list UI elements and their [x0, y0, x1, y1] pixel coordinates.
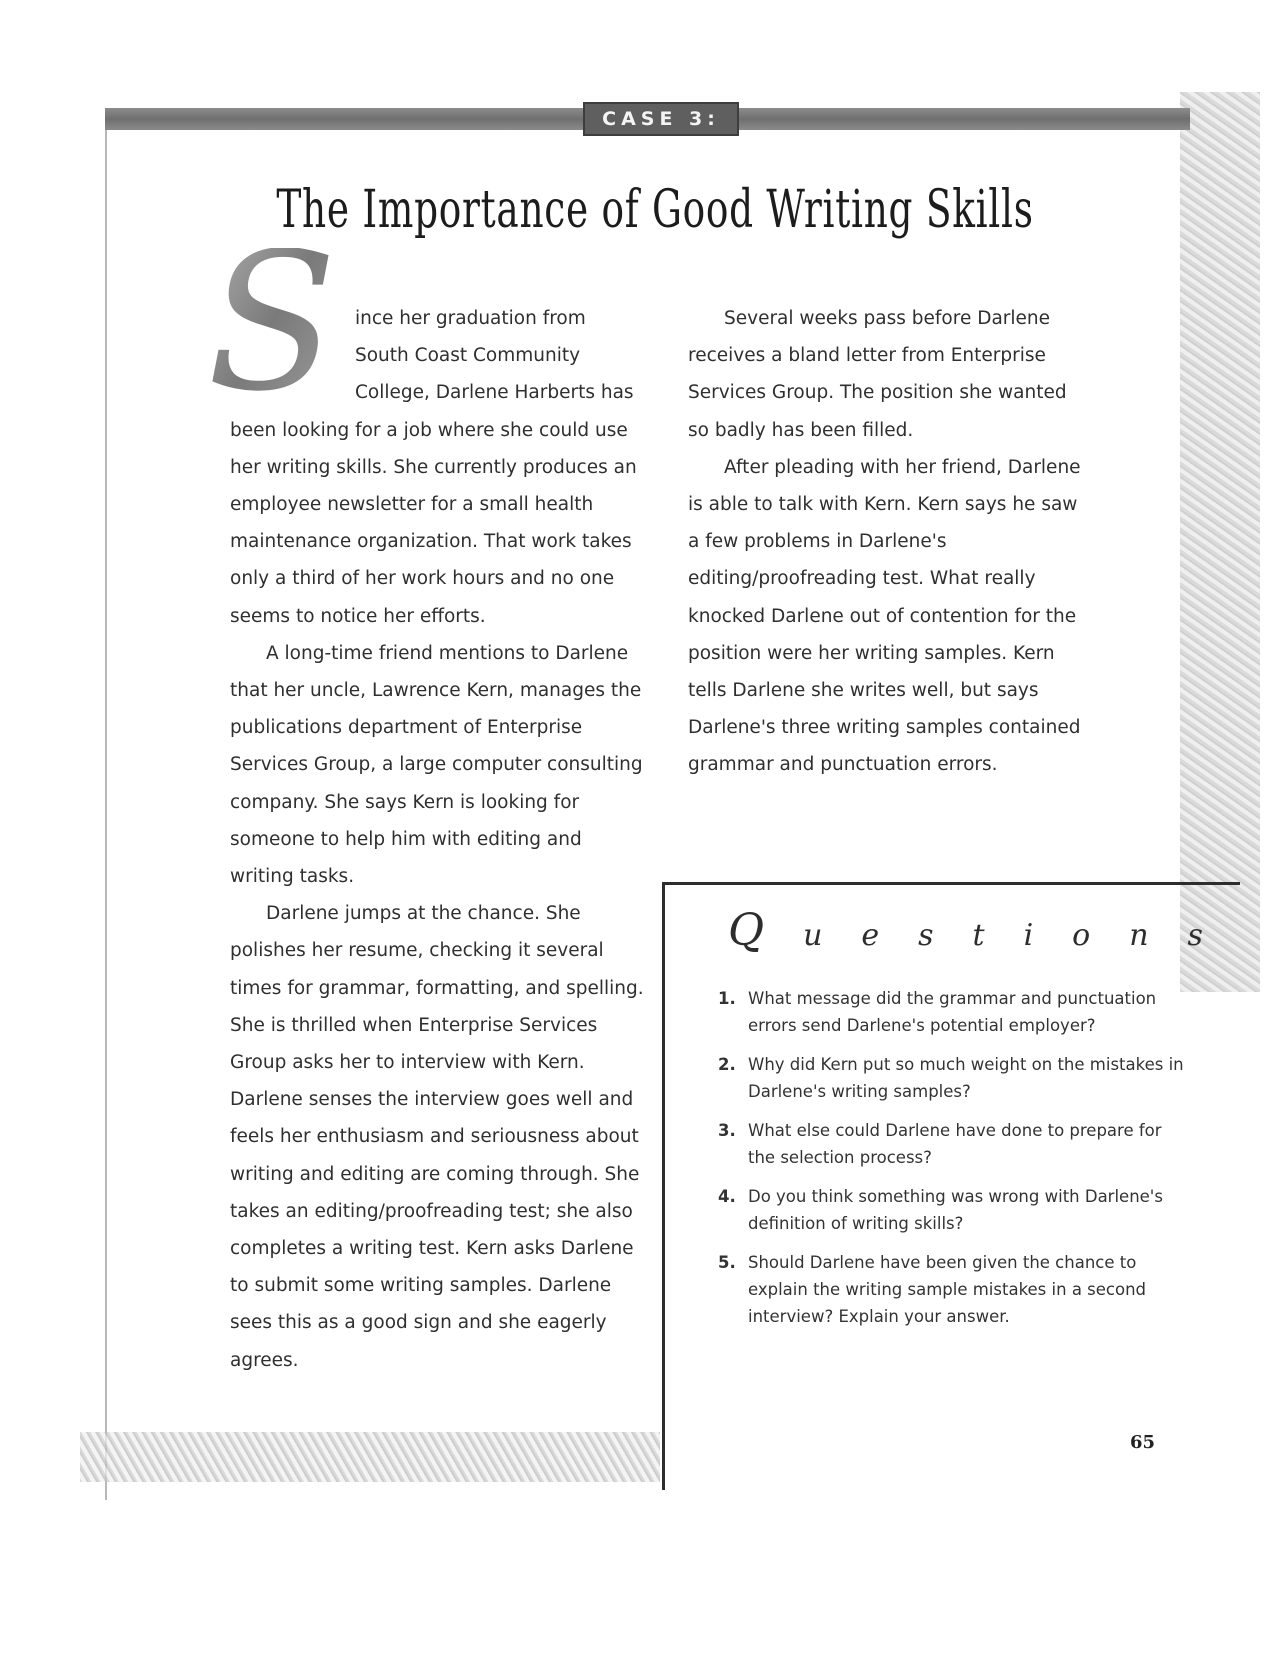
- questions-heading-letter: s: [1187, 918, 1203, 953]
- left-text-column: [230, 300, 650, 1379]
- question-text: Why did Kern put so much weight on the mistakes in Darlene's writing samples?: [748, 1055, 1184, 1101]
- question-number: 2.: [718, 1055, 736, 1074]
- paragraph-2: A long-time friend mentions to Darlene that her uncle, Lawrence Kern, manages the publications department of Enterprise Services Group, a large computer consulting company. She says Kern is looking for someone to help him with editing and writing tasks.: [230, 642, 643, 888]
- para1-line-2: South Coast Community: [355, 345, 581, 367]
- questions-list: [718, 985, 1188, 1342]
- questions-heading-letter: o: [1072, 918, 1091, 953]
- question-number: 3.: [718, 1121, 736, 1140]
- paragraph-5: After pleading with her friend, Darlene is able to talk with Kern. Kern says he saw a few problems in Darlene's editing/proofreading test. What really knocked Darlene out of contention for the position were her writing samples. Kern tells Darlene she writes well, but says Darlene's three writing samples contained grammar and punctuation errors.: [688, 456, 1081, 776]
- right-text-column: [688, 300, 1088, 784]
- question-item: [718, 985, 1188, 1039]
- questions-heading-letter: t: [972, 918, 985, 953]
- questions-heading-letter: e: [861, 918, 880, 953]
- scan-shadow-texture: [1180, 92, 1260, 992]
- question-number: 1.: [718, 989, 736, 1008]
- paragraph-1: [230, 300, 650, 635]
- questions-heading: [728, 905, 1203, 956]
- question-number: 4.: [718, 1187, 736, 1206]
- questions-heading-letter: Q: [728, 905, 765, 956]
- questions-frame-top: [662, 882, 1240, 885]
- page-title: The Importance of Good Writing Skills: [276, 180, 1034, 240]
- question-text: What message did the grammar and punctuation errors send Darlene's potential employer?: [748, 989, 1157, 1035]
- para1-rest: been looking for a job where she could use her writing skills. She currently produces an employee newsletter for a small health maintenance organization. That work takes only a third of her work hours and no one seems to notice her efforts.: [230, 419, 637, 627]
- case-label: CASE 3:: [602, 108, 720, 130]
- question-text: Do you think something was wrong with Darlene's definition of writing skills?: [748, 1187, 1163, 1233]
- question-text: Should Darlene have been given the chance to explain the writing sample mistakes in a second interview? Explain your answer.: [748, 1253, 1147, 1326]
- questions-heading-letter: u: [803, 918, 823, 953]
- question-item: [718, 1117, 1188, 1171]
- question-text: What else could Darlene have done to prepare for the selection process?: [748, 1121, 1162, 1167]
- scan-bottom-texture: [80, 1432, 660, 1482]
- para1-line-3: College, Darlene Harberts has: [355, 382, 634, 404]
- page-number: 65: [1130, 1432, 1156, 1453]
- paragraph-4: Several weeks pass before Darlene receives a bland letter from Enterprise Services Group. The position she wanted so badly has been filled.: [688, 308, 1067, 441]
- questions-frame-left: [662, 882, 665, 1490]
- question-item: [718, 1051, 1188, 1105]
- question-item: [718, 1249, 1188, 1330]
- left-margin-rule: [105, 130, 107, 1500]
- case-label-badge: [583, 102, 739, 136]
- para1-line-1: ince her graduation from: [355, 308, 586, 329]
- question-item: [718, 1183, 1188, 1237]
- question-number: 5.: [718, 1253, 736, 1272]
- paragraph-3: Darlene jumps at the chance. She polishes her resume, checking it several times for grammar, formatting, and spelling. She is thrilled when Enterprise Services Group asks her to interview with Kern. Darlene senses the interview goes well and feels her enthusiasm and seriousness about writing and editing are coming through. She takes an editing/proofreading test; she also completes a writing test. Kern asks Darlene to submit some writing samples. Darlene sees this as a good sign and she eagerly agrees.: [230, 903, 644, 1371]
- dropcap-letter: S: [206, 248, 338, 408]
- questions-heading-letter: s: [918, 918, 934, 953]
- questions-heading-letter: i: [1023, 918, 1034, 953]
- questions-heading-letter: n: [1129, 918, 1149, 953]
